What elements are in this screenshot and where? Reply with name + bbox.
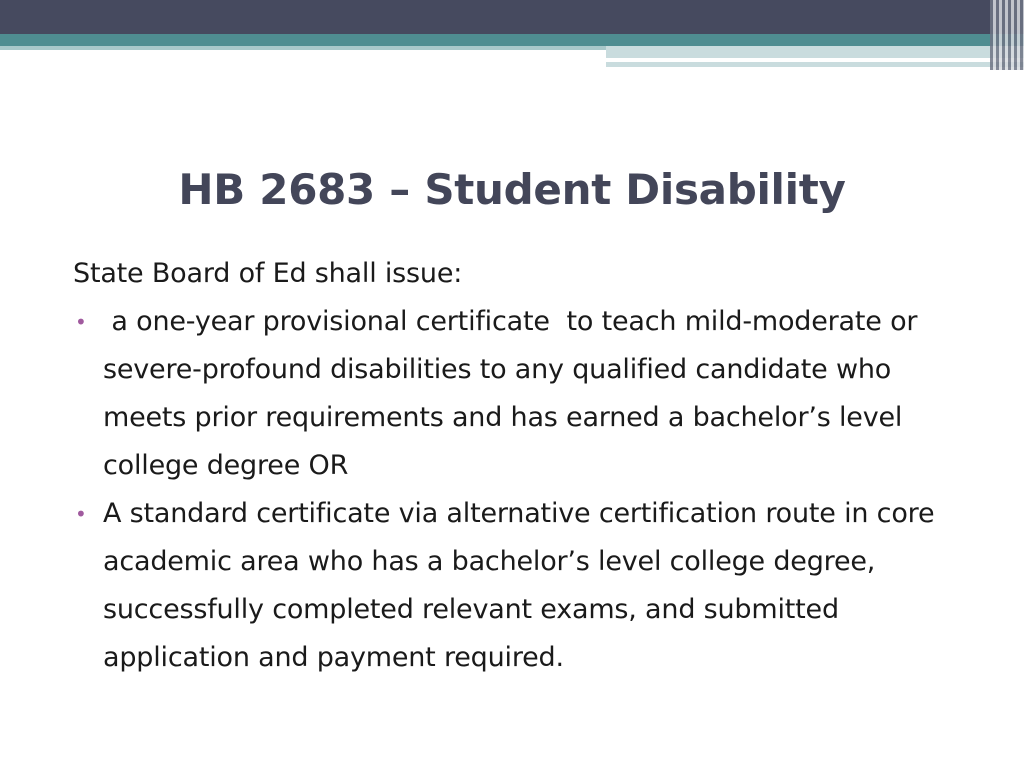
intro-text: State Board of Ed shall issue:	[73, 258, 463, 289]
bullet-dot-icon: •	[75, 310, 87, 334]
header-band-right-upper	[606, 46, 1024, 58]
header-stripes	[990, 0, 1024, 70]
bullet-list	[73, 298, 973, 682]
header-band-dark	[0, 0, 1024, 34]
header-band-right-lower	[606, 62, 1024, 67]
bullet-text: A standard certificate via alternative certification route in core academic area who has a bachelor’s level college degree, successfully completed relevant exams, and submitted application and payment required.	[103, 498, 935, 673]
header-band-teal	[0, 34, 1024, 46]
slide-body	[73, 250, 973, 682]
header-band-teal-light	[0, 46, 606, 50]
slide-title: HB 2683 – Student Disability	[178, 165, 846, 214]
bullet-text: a one-year provisional certificate to teach mild-moderate or severe-profound disabilities to any qualified candidate who meets prior requirements and has earned a bachelor’s level college degree OR	[103, 306, 926, 481]
bullet-dot-icon: •	[75, 502, 87, 526]
bullet-item	[73, 490, 973, 682]
bullet-item	[73, 298, 973, 490]
header-band-divider	[606, 58, 946, 60]
